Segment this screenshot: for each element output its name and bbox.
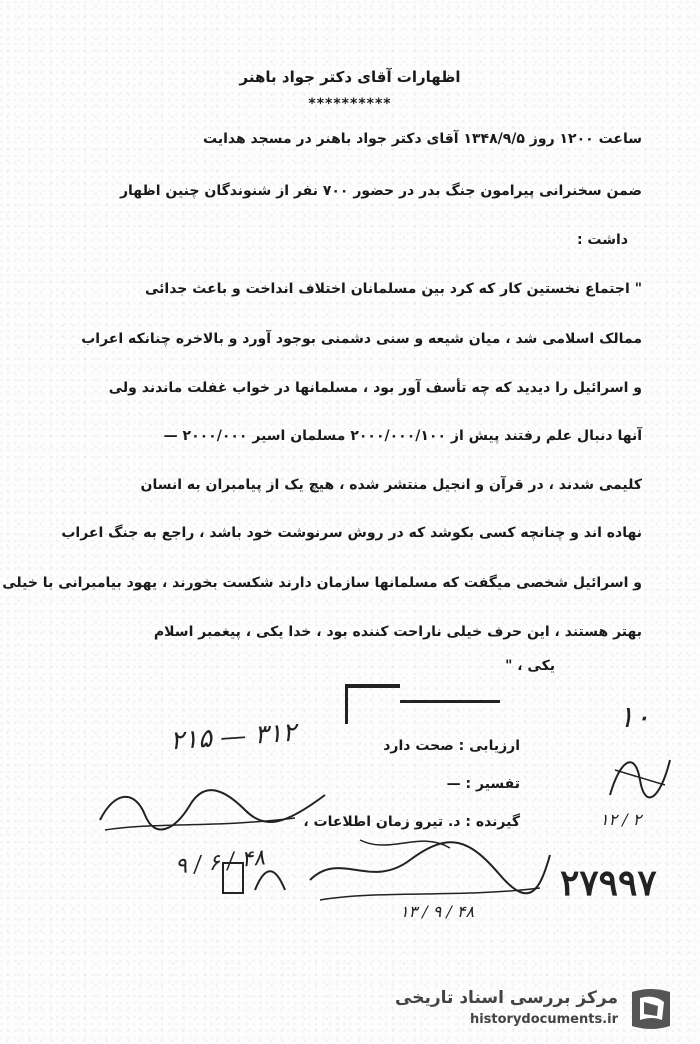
handwritten-reference-number: ۲۱۵ — ۳۱۲ xyxy=(169,717,298,757)
stamp-border xyxy=(345,684,348,724)
interpretation-value: — xyxy=(446,776,461,792)
paragraph-line: نهاده اند و چنانچه کسی بکوشد که در روش سرنوشت خود باشد ، راجع به جنگ اعراب xyxy=(61,525,642,541)
margin-handwritten-number: ۱۰ xyxy=(618,700,651,735)
recipient-signature xyxy=(300,820,560,910)
title-separator: ********** xyxy=(308,96,392,112)
paragraph-line: ضمن سخنرانی پیرامون جنگ بدر در حضور ۷۰۰ نفر از شنوندگان چنین اظهار xyxy=(119,183,642,199)
paragraph-line: آنها دنبال علم رفتند پیش از ۲۰۰۰/۰۰۰/۱۰۰ مسلمان اسیر ۲۰۰۰/۰۰۰ — xyxy=(163,428,642,444)
recipient-label: گیرنده : xyxy=(465,814,520,830)
watermark-site: historydocuments.ir xyxy=(469,1012,618,1027)
signature-scribble xyxy=(95,780,335,840)
paragraph-line: کلیمی شدند ، در قرآن و انجیل منتشر شده ، هیچ یک از پیامبران به انسان xyxy=(140,477,642,493)
watermark-title: مرکز بررسی اسناد تاریخی xyxy=(395,988,618,1008)
watermark xyxy=(395,982,682,1034)
handwritten-note: ۱۲ / ۲ xyxy=(600,810,642,829)
evaluation-value: صحت دارد xyxy=(383,738,454,754)
paragraph-line: داشت : xyxy=(576,232,628,248)
interpretation-field xyxy=(447,776,520,792)
paragraph-line: و اسرائیل را دیدید که چه تأسف آور بود ، مسلمانها در خواب غفلت ماندند ولی xyxy=(108,380,642,396)
paragraph-line: ساعت ۱۲۰۰ روز ۱۳۴۸/۹/۵ آقای دکتر جواد باهنر در مسجد هدایت xyxy=(203,131,642,147)
underline-mark xyxy=(400,700,500,703)
evaluation-label: ارزیابی : xyxy=(458,738,520,754)
margin-signature xyxy=(600,740,680,810)
document-title: اظهارات آقای دکتر جواد باهنر xyxy=(239,68,461,86)
paragraph-line: ممالک اسلامی شد ، میان شیعه و سنی دشمنی بوجود آورد و بالاخره چنانکه اعراب xyxy=(81,331,642,347)
handwritten-signature-date: ۱۳ / ۹ / ۴۸ xyxy=(400,902,475,921)
handwritten-date: ۹ / ۶ / ۴۸ xyxy=(173,845,267,880)
archive-number: ۲۷۹۹۷ xyxy=(560,862,657,904)
interpretation-label: تفسیر : xyxy=(465,776,520,792)
recipient-value: د. تیرو زمان اطلاعات ، xyxy=(303,814,461,830)
paragraph-line: یکی ، " xyxy=(505,658,555,674)
archive-logo-icon xyxy=(626,984,676,1034)
redaction-mark xyxy=(345,684,400,688)
boxed-mark xyxy=(215,855,295,905)
paragraph-line: بهتر هستند ، این حرف خیلی ناراحت کننده بود ، خدا یکی ، پیغمبر اسلام xyxy=(153,624,642,640)
paragraph-line: " اجتماع نخستین کار که کرد بین مسلمانان اختلاف انداخت و باعث جدائی xyxy=(145,281,642,297)
evaluation-field xyxy=(383,738,520,754)
paragraph-line: و اسرائیل شخصی میگفت که مسلمانها سازمان دارند شکست بخورند ، یهود بیامبرانی با خیلی xyxy=(2,575,642,591)
